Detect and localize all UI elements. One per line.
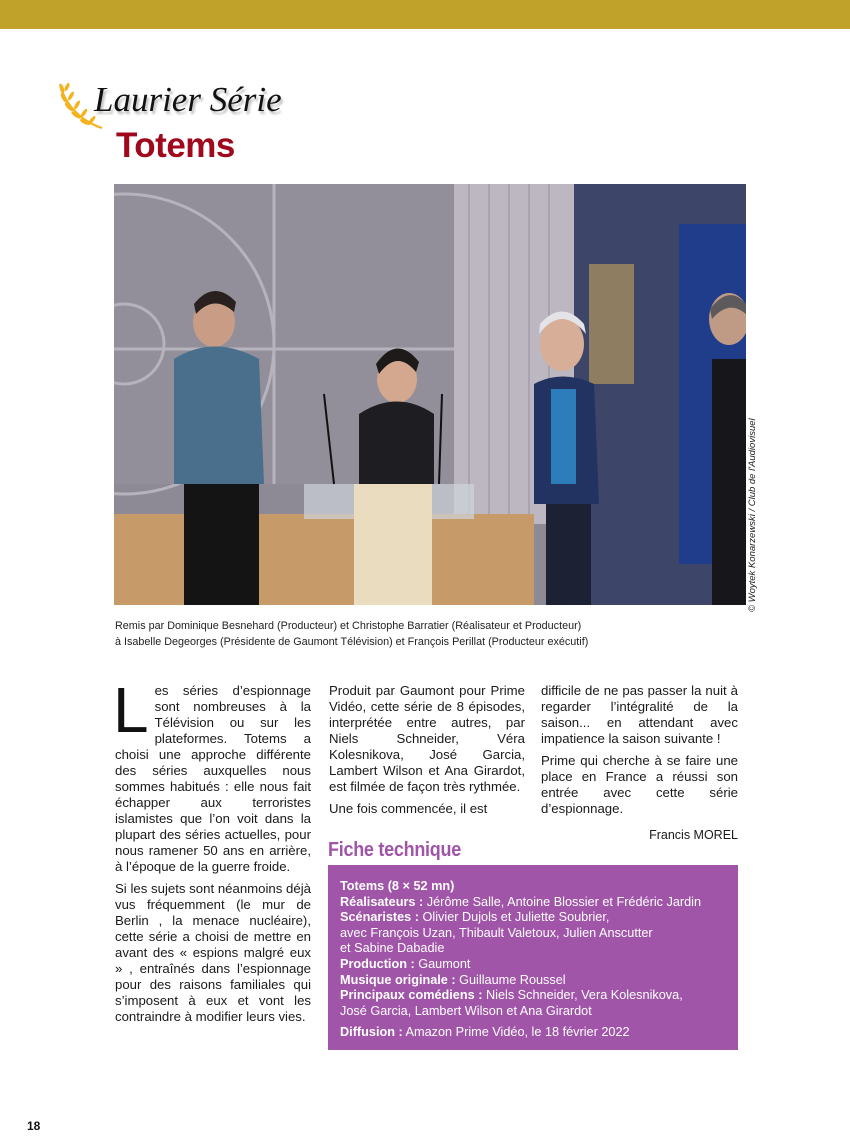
- fiche-series: [340, 879, 726, 895]
- paragraph-text: es séries d’espionnage sont nombreuses à la Télévision ou sur les plateformes. Totems a choisi une approche différente des séries auxquelles nous sommes habitués : elle nous fait échapper aux terroristes islamistes que l’on voit dans la plupart des séries actuelles, pour nous ramener 50 ans en arrière, à l’époque de la guerre froide.: [115, 683, 311, 874]
- field-label: Production :: [340, 956, 415, 971]
- fiche-technique-box: [328, 865, 738, 1050]
- article-title: Totems: [116, 126, 235, 165]
- header-bar: [0, 0, 850, 29]
- field-label: Diffusion :: [340, 1025, 403, 1040]
- field-label: Principaux comédiens :: [340, 988, 483, 1003]
- article-column-2: [329, 683, 525, 823]
- fiche-broadcast: [340, 1025, 726, 1041]
- field-value: Amazon Prime Vidéo, le 18 février 2022: [402, 1025, 630, 1040]
- fiche-cast: [340, 988, 726, 1004]
- photo-credit: © Woytek Konarzewski / Club de l'Audiovisuel: [747, 418, 758, 612]
- article-paragraph: [113, 674, 311, 875]
- fiche-music: [340, 973, 726, 989]
- article-paragraph: difficile de ne pas passer la nuit à regarder l’intégralité de la saison... en attendant avec impatience la saison suivante !: [541, 683, 738, 746]
- field-value: Niels Schneider, Vera Kolesnikova,: [482, 988, 683, 1003]
- field-value: José Garcia, Lambert Wilson et Ana Girardot: [340, 1003, 592, 1018]
- fiche-technique-heading: Fiche technique: [328, 839, 461, 861]
- field-value: Guillaume Roussel: [455, 972, 566, 987]
- page-number: 18: [27, 1119, 41, 1133]
- field-value: Olivier Dujols et Juliette Soubrier,: [419, 910, 610, 925]
- ceremony-photo: [114, 184, 746, 605]
- fiche-writers: [340, 910, 726, 926]
- field-label: Scénaristes :: [340, 910, 419, 925]
- article-column-1: [113, 674, 311, 1031]
- field-value: Gaumont: [414, 956, 471, 971]
- field-label: Musique originale :: [340, 972, 456, 987]
- photo-caption: [115, 619, 715, 650]
- fiche-production: [340, 957, 726, 973]
- author-signature: Francis MOREL: [649, 828, 738, 842]
- caption-line: à Isabelle Degeorges (Présidente de Gaumont Télévision) et François Perillat (Producteur exécutif): [115, 635, 589, 648]
- field-value: et Sabine Dabadie: [340, 941, 445, 956]
- section-kicker: Laurier Série: [94, 80, 282, 119]
- field-value: avec François Uzan, Thibault Valetoux, Julien Anscutter: [340, 925, 653, 940]
- article-paragraph: Si les sujets sont néanmoins déjà vus fréquemment (le mur de Berlin , la menace nucléaire), cette série a choisi de mettre en avant des « espions malgré eux » , entraînés dans l’espionnage pour des raisons familiales qui s’imposent à eux et vont les contraindre à modifier leurs vies.: [115, 881, 311, 1024]
- fiche-directors: [340, 895, 726, 911]
- field-label: Réalisateurs :: [340, 894, 424, 909]
- article-paragraph: Une fois commencée, il est: [329, 801, 488, 816]
- caption-line: Remis par Dominique Besnehard (Producteur) et Christophe Barratier (Réalisateur et Producteur): [115, 620, 582, 632]
- field-value: Jérôme Salle, Antoine Blossier et Frédéric Jardin: [423, 894, 702, 909]
- article-paragraph: Prime qui cherche à se faire une place en France a réussi son entrée avec cette série d’espionnage.: [541, 753, 738, 816]
- series-title: Totems (8 × 52 mn): [340, 879, 455, 893]
- article-column-3: [541, 683, 738, 843]
- drop-cap: L: [113, 674, 149, 746]
- article-paragraph: Produit par Gaumont pour Prime Vidéo, cette série de 8 épisodes, interprétée entre autres, par Niels Schneider, Véra Kolesnikova, José Garcia, Lambert Wilson et Ana Girardot, est filmée de façon très rythmée.: [329, 683, 525, 794]
